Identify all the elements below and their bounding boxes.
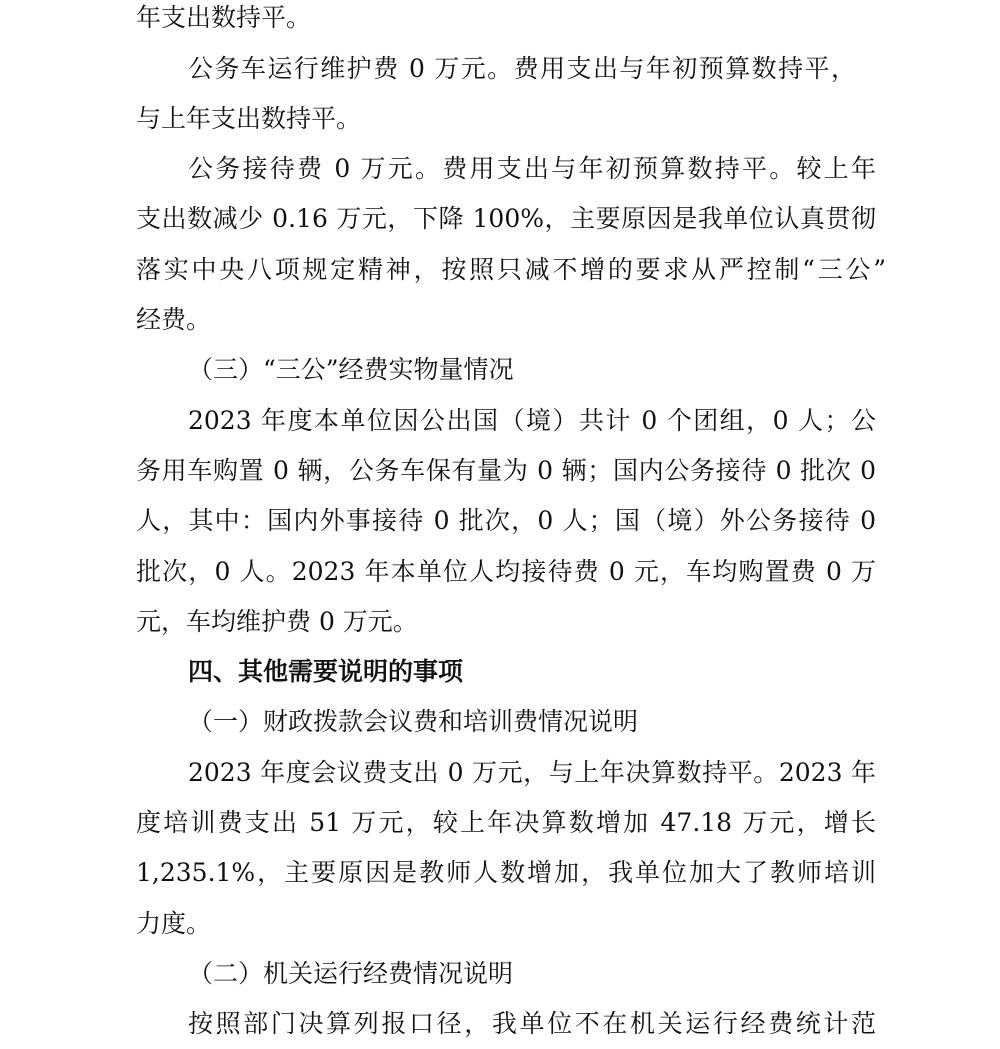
text-line: 与上年支出数持平。 <box>136 104 362 133</box>
text-line: 经费。 <box>136 305 212 334</box>
section-heading: （三）“三公”经费实物量情况 <box>188 355 514 384</box>
text-line: 落实中央八项规定精神，按照只减不增的要求从严控制“三公” <box>136 255 886 284</box>
text-line: 2023 年度会议费支出 0 万元，与上年决算数持平。2023 年 <box>188 758 876 787</box>
text-line: 力度。 <box>136 909 212 938</box>
text-line: 1,235.1%，主要原因是教师人数增加，我单位加大了教师培训 <box>136 858 876 887</box>
text-line: 年支出数持平。 <box>136 3 312 32</box>
text-line: 公务接待费 0 万元。费用支出与年初预算数持平。较上年 <box>188 154 876 183</box>
section-heading: （一）财政拨款会议费和培训费情况说明 <box>188 707 639 736</box>
text-line: 2023 年度本单位因公出国（境）共计 0 个团组，0 人；公 <box>188 406 876 435</box>
text-line: 务用车购置 0 辆，公务车保有量为 0 辆；国内公务接待 0 批次 0 <box>136 456 876 485</box>
section-heading: （二）机关运行经费情况说明 <box>188 959 514 988</box>
text-line: 批次，0 人。2023 年本单位人均接待费 0 元，车均购置费 0 万 <box>136 557 876 586</box>
text-line: 元，车均维护费 0 万元。 <box>136 607 418 636</box>
text-line: 公务车运行维护费 0 万元。费用支出与年初预算数持平， <box>188 54 856 83</box>
text-line: 人，其中：国内外事接待 0 批次，0 人；国（境）外公务接待 0 <box>136 506 876 535</box>
section-heading-bold: 四、其他需要说明的事项 <box>188 657 464 686</box>
text-line: 度培训费支出 51 万元，较上年决算数增加 47.18 万元，增长 <box>136 808 876 837</box>
text-line: 按照部门决算列报口径，我单位不在机关运行经费统计范 <box>188 1009 876 1038</box>
text-line: 支出数减少 0.16 万元，下降 100%，主要原因是我单位认真贯彻 <box>136 204 876 233</box>
